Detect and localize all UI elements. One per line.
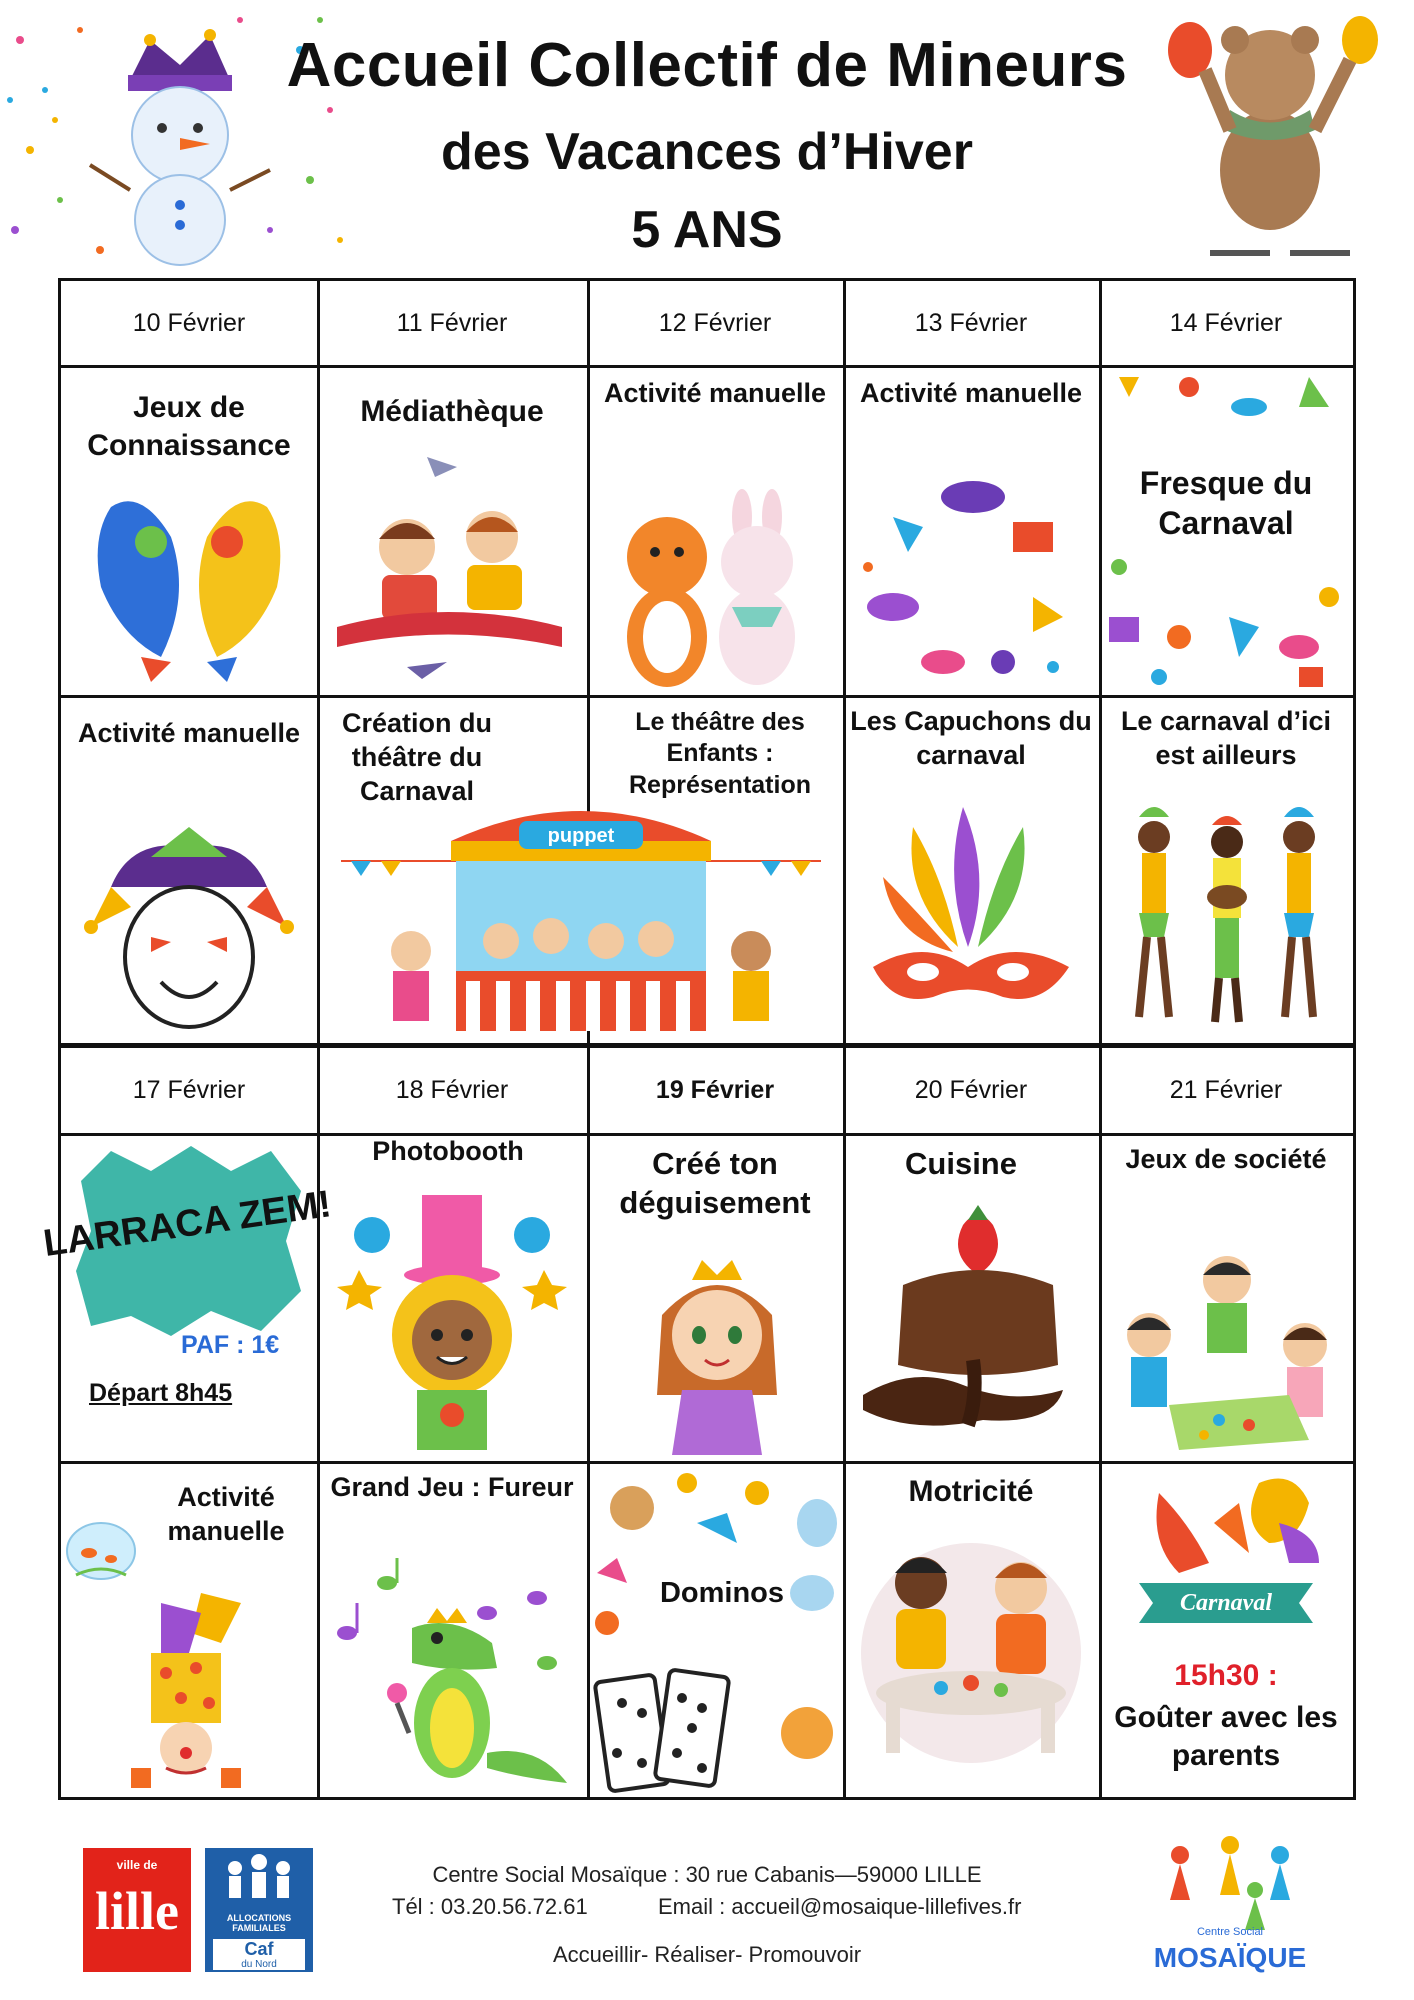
page-subtitle: des Vacances d’Hiver [441, 123, 973, 181]
activity-label: Activité manuelle [167, 1482, 285, 1546]
activity-cell-20-fev-am [843, 1135, 1099, 1461]
activity-cell-12-fev-am [587, 367, 843, 695]
handstand-clown-illustration [91, 1583, 271, 1793]
date-19-fevrier: 19 Février [655, 1075, 775, 1104]
activity-cell-19-fev-am [587, 1135, 843, 1461]
activity-label: Créé ton déguisement [619, 1146, 811, 1220]
activity-cell-20-fev-pm [843, 1463, 1099, 1797]
date-21-fevrier: 21 Février [1169, 1075, 1283, 1104]
activity-cell-10-fev-pm [61, 697, 317, 1043]
children-board-game-illustration [1109, 1245, 1345, 1455]
animals-dominos-illustration [587, 1463, 843, 1797]
children-playdough-illustration [851, 1533, 1091, 1763]
activity-label: Jeux de Connaissance [87, 391, 291, 462]
singing-crocodile-illustration [327, 1553, 577, 1793]
puppet-sign-text: puppet [547, 825, 615, 847]
activity-label: Les Capuchons du carnaval [850, 706, 1092, 770]
tiger-and-rabbit-puppets-illustration [607, 507, 823, 687]
activity-label: Activité manuelle [859, 378, 1083, 408]
date-13-fevrier: 13 Février [914, 308, 1028, 337]
carnival-masks-circle-illustration [853, 467, 1089, 687]
paf-price: PAF : 1€ [181, 1331, 280, 1359]
activity-label: Le carnaval d’ici est ailleurs [1120, 706, 1332, 770]
carnaval-banner-text: Carnaval [1179, 1590, 1273, 1616]
activity-label: Le théâtre des Enfants : Représentation [629, 708, 811, 799]
activity-cell-18-fev-am [317, 1135, 587, 1461]
activity-label: Fresque du Carnaval [1139, 465, 1313, 541]
date-10-fevrier: 10 Février [132, 308, 246, 337]
carnaval-banner-illustration [1119, 1463, 1333, 1653]
footer-motto: Accueillir- Réaliser- Promouvoir [552, 1942, 862, 1967]
larracazem-text: LARRACA ZEM! [40, 1183, 334, 1266]
activity-cell-21-fev-am [1099, 1135, 1353, 1461]
jester-mask-illustration [71, 817, 307, 1037]
activity-label: Motricité [908, 1475, 1034, 1508]
activity-label: Jeux de société [1125, 1144, 1327, 1174]
chocolate-lava-cake-illustration [853, 1195, 1089, 1445]
activity-label: Dominos [659, 1577, 785, 1609]
page-title: Accueil Collectif de Mineurs [286, 31, 1128, 100]
activity-cell-14-fev-pm [1099, 697, 1353, 1043]
activity-label: Photobooth [372, 1136, 524, 1166]
activity-cell-17-fev-pm [61, 1463, 317, 1797]
departure-time: Départ 8h45 [89, 1379, 233, 1407]
fishbowl-illustration [61, 1513, 141, 1583]
date-20-fevrier: 20 Février [914, 1075, 1028, 1104]
age-group: 5 ANS [631, 201, 783, 259]
photobooth-character-illustration [337, 1175, 567, 1455]
carnival-dancers-illustration [1109, 807, 1345, 1037]
date-14-fevrier: 14 Février [1169, 308, 1283, 337]
footer-email[interactable]: Email : accueil@mosaique-lillefives.fr [658, 1894, 1022, 1919]
caf-du-nord-logo: ALLOCATIONS FAMILIALES Caf du Nord [205, 1848, 313, 1972]
footer-phone: Tél : 03.20.56.72.61 [392, 1894, 588, 1919]
larracazem-logo [40, 1141, 334, 1341]
centre-social-mosaique-logo: Centre Social MOSAÏQUE [1140, 1830, 1320, 1980]
gouter-label: Goûter avec les parents [1114, 1701, 1338, 1772]
footer-address: Centre Social Mosaïque : 30 rue Cabanis—59000 LILLE [432, 1862, 982, 1887]
dancing-figures-icon [1140, 1830, 1320, 1940]
ville-de-lille-logo: ville de lille [83, 1848, 191, 1972]
activity-label: Création du théâtre du Carnaval [341, 708, 492, 806]
puppet-theatre-illustration [321, 801, 841, 1039]
activity-cell-19-fev-pm [587, 1463, 843, 1797]
activity-cell-18-fev-pm [317, 1463, 587, 1797]
activity-label: Activité manuelle [77, 718, 301, 748]
feathered-mask-illustration [863, 797, 1079, 1027]
date-12-fevrier: 12 Février [658, 308, 772, 337]
activity-label: Médiathèque [360, 395, 544, 428]
activity-label: Activité manuelle [603, 378, 827, 408]
date-11-fevrier: 11 Février [396, 308, 508, 337]
activity-label: Grand Jeu : Fureur [330, 1472, 574, 1502]
kids-reading-book-illustration [327, 447, 577, 687]
activity-cell-10-fev-am [61, 367, 317, 695]
activity-label: Cuisine [905, 1146, 1017, 1181]
activity-cell-21-fev-pm [1099, 1463, 1353, 1797]
activity-cell-17-fev-am [40, 1135, 334, 1461]
parrots-illustration [81, 477, 297, 687]
activity-cell-11-fev-am [317, 367, 587, 695]
activity-calendar-grid [40, 278, 1356, 1800]
princess-girl-illustration [637, 1255, 797, 1455]
activity-cell-14-fev-am [1099, 367, 1353, 695]
gouter-time: 15h30 : [1174, 1659, 1278, 1692]
activity-cell-13-fev-pm [843, 697, 1099, 1043]
date-18-fevrier: 18 Février [395, 1075, 509, 1104]
activity-cell-13-fev-am [843, 367, 1099, 695]
date-17-fevrier: 17 Février [132, 1075, 246, 1104]
